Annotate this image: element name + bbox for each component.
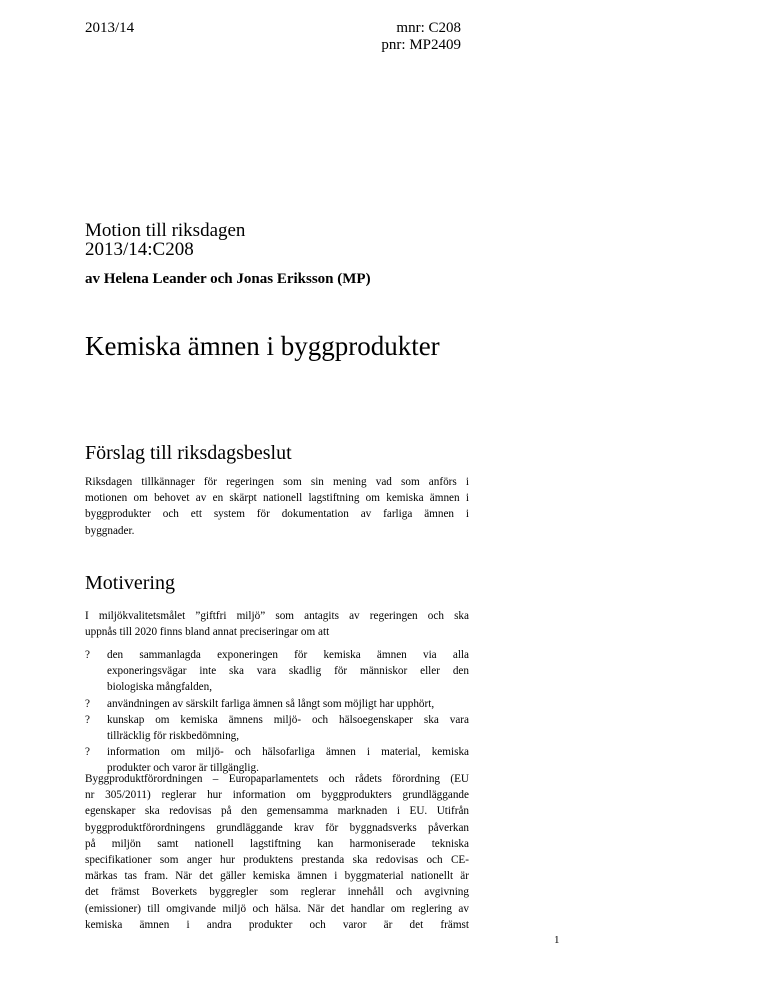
section-heading-forslag: Förslag till riksdagsbeslut: [85, 442, 292, 464]
motivering-intro: [85, 608, 469, 640]
text-line: produkter och varor är tillgänglig.: [107, 762, 259, 775]
section-heading-motivering: Motivering: [85, 572, 175, 594]
text-line: det främst Boverkets byggregler som reglerar innehåll och avgivning: [85, 886, 469, 899]
document-title: Kemiska ämnen i byggprodukter: [85, 331, 440, 361]
bullet-marker: ?: [85, 697, 90, 710]
text-line: nr 305/2011) reglerar hur information om byggprodukters grundläggande: [85, 789, 469, 802]
text-line: på miljön samt nationell lagstiftning kan harmoniserade tekniska: [85, 837, 469, 850]
text-line: motionen om behovet av en skärpt nationell lagstiftning om kemiska ämnen i: [85, 492, 469, 505]
text-line: byggproduktförordningens grundläggande krav för byggnadsverks påverkan: [85, 821, 469, 834]
text-line: kunskap om kemiska ämnens miljö- och hälsoegenskaper ska vara: [107, 713, 469, 726]
bullet-marker: ?: [85, 746, 90, 759]
text-line: information om miljö- och hälsofarliga ämnen i material, kemiska: [107, 746, 469, 759]
bullet-marker: ?: [85, 713, 90, 726]
text-line: byggnader.: [85, 524, 135, 537]
motion-heading: [85, 221, 245, 259]
motivering-paragraph: [85, 771, 469, 933]
text-line: I miljökvalitetsmålet ”giftfri miljö” som antagits av regeringen och ska: [85, 610, 469, 622]
text-line: specifikationer som anger hur produktens prestanda ska redovisas och CE-: [85, 854, 469, 867]
text-line: märkas tas fram. När det gäller kemiska ämnen i byggmaterial nationellt är: [85, 870, 469, 883]
session-year: 2013/14: [85, 20, 135, 36]
text-line: kemiska ämnen i andra produkter och varor är det främst: [85, 918, 469, 931]
motion-title: Motion till riksdagen: [85, 220, 246, 241]
page-number: 1: [554, 934, 560, 946]
bullet-marker: ?: [85, 649, 90, 661]
authors: av Helena Leander och Jonas Eriksson (MP): [85, 271, 371, 287]
text-line: exponeringsvägar inte ska vara skadlig för människor eller den: [107, 665, 469, 678]
text-line: uppnås till 2020 finns bland annat preciseringar om att: [85, 626, 330, 639]
text-line: egenskaper ska redovisas på den gemensamma marknaden i EU. Utifrån: [85, 805, 469, 818]
text-line: (emissioner) till omgivande miljö och hälsa. När det handlar om reglering av: [85, 902, 469, 915]
forslag-paragraph: [85, 474, 469, 539]
motion-id: 2013/14:C208: [85, 239, 194, 260]
party-number: pnr: MP2409: [381, 37, 461, 53]
motion-number: mnr: C208: [396, 20, 461, 36]
precisering-list: [85, 647, 469, 777]
text-line: tillräcklig för riskbedömning,: [107, 730, 240, 743]
text-line: Riksdagen tillkännager för regeringen som sin mening vad som anförs i: [85, 476, 469, 488]
list-item: [85, 696, 469, 712]
text-line: byggprodukter och ett system för dokumentation av farliga ämnen i: [85, 508, 469, 521]
text-line: biologiska mångfalden,: [107, 681, 213, 694]
text-line: den sammanlagda exponeringen för kemiska ämnen via alla: [107, 649, 469, 661]
list-item: [85, 712, 469, 744]
list-item: [85, 647, 469, 696]
text-line: användningen av särskilt farliga ämnen så långt som möjligt har upphört,: [107, 697, 435, 710]
text-line: Byggproduktförordningen – Europaparlamentets och rådets förordning (EU: [85, 773, 469, 785]
